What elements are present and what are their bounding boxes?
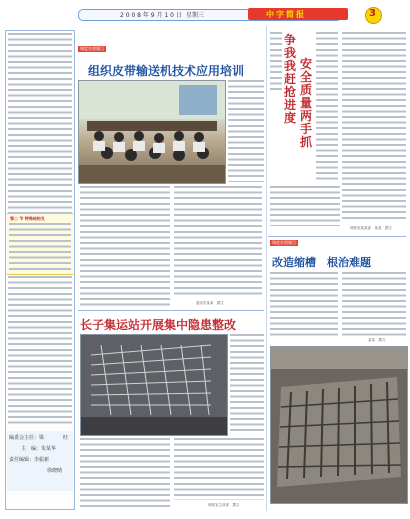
article4-photo [270, 346, 408, 504]
article1-tag: 调度室理题目 [80, 46, 104, 51]
masthead-title: 中字简报 [266, 10, 306, 19]
sidebar-highlight-text [9, 223, 71, 271]
article2-photo [80, 334, 228, 436]
sidebar-highlight-box [7, 213, 73, 275]
article1-text-right [228, 80, 264, 182]
article2-byline: 调度室主营部 撰文 [208, 503, 240, 507]
credit-line-2: 主 编：朱某华 [21, 446, 57, 452]
article2-text-right [230, 334, 264, 434]
training-room-illustration [79, 81, 225, 183]
article3-text-right [342, 32, 406, 222]
article1-byline: 通讯员某某 撰文 [196, 301, 224, 305]
article4-text-left [270, 272, 338, 336]
article2-title: 长子集运站开展集中隐患整改 [80, 318, 237, 332]
article1-text-bottom-left [80, 186, 170, 306]
article3-title-line2: 安全质量两手抓 [300, 57, 313, 149]
article3-text-left [270, 32, 282, 92]
article4-text-right [342, 272, 406, 336]
sidebar-text-bottom [8, 276, 72, 426]
divider-article3 [268, 236, 406, 237]
issue-weekday: 星期三 [186, 12, 205, 19]
sidebar-highlight-title: 第二 节 特殊结构支 [10, 216, 45, 221]
issue-date: 2 0 0 8 年 9 月 1 0 日 [120, 12, 182, 19]
article4-tag: 调度室理题目 [272, 240, 296, 245]
article3-text-mid [316, 32, 338, 182]
divider-article1 [78, 310, 264, 311]
mesh-equipment-illustration [81, 335, 227, 435]
credit-line-3-extra: 徐晓晴 [47, 468, 63, 474]
credit-line-3: 责任编辑：李振新 [9, 457, 50, 463]
credit-line-1-name: 旺 [63, 435, 69, 441]
article3-text-bottom [270, 186, 340, 226]
sidebar-text-top [8, 33, 72, 213]
column-divider [266, 26, 267, 511]
article2-text-bottom-left [80, 438, 170, 508]
left-sidebar [5, 30, 75, 510]
article1-text-bottom-right [174, 186, 262, 298]
article4-byline: 某某 撰文 [368, 338, 386, 342]
article4-title: 改造缩槽 根治难题 [272, 256, 371, 269]
article1-photo [78, 80, 226, 184]
sidebar-credits [7, 431, 73, 491]
article2-text-bottom-right [174, 438, 264, 500]
credit-line-1: 编委会主任：梁 [9, 435, 45, 441]
article3-title-line1: 争我我赶抢进度 [284, 33, 297, 125]
article3-byline: 调度室某某部 某某 撰文 [350, 226, 392, 230]
article1-title: 组织皮带输送机技术应用培训 [88, 64, 245, 78]
page-number: 3 [369, 8, 376, 19]
header-bar [78, 8, 408, 21]
grate-tank-illustration [271, 347, 407, 503]
